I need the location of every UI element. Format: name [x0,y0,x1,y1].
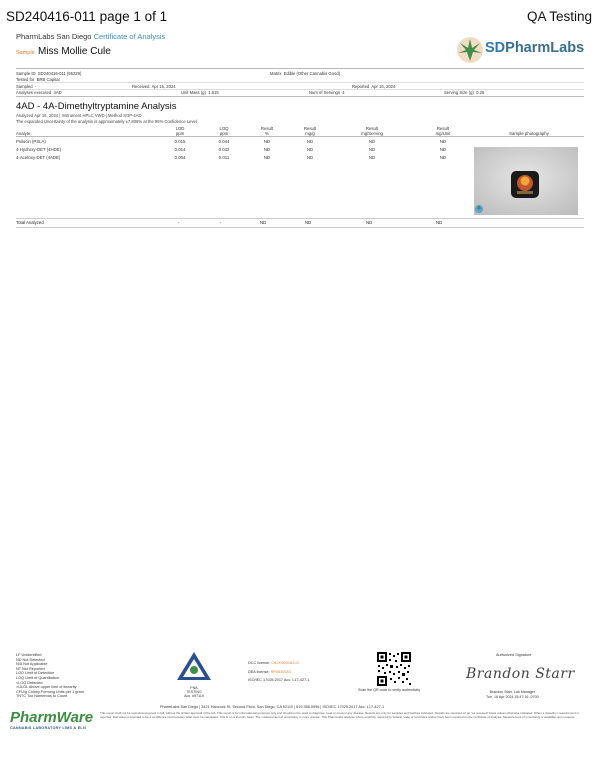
total-mgs: ND [366,220,373,225]
total-divider [16,218,584,219]
pharmware-logo: PharmWare CANNABIS LABORATORY LIMS & ELN [10,709,94,730]
qr-caption: Scan the QR code to verify authenticity [358,688,421,692]
license-info: DCC license: C8-0000016-LIC DEA license: RP0610243 ISO/IEC 17025:2017 Acc. L17-427-1 [248,661,310,682]
doc-type: Certificate of Analysis [93,32,166,41]
col-result-mgu: Result mg/Unit [412,126,474,137]
result-mgg: ND [306,146,314,152]
col-result-mgg: Result mg/g [288,126,332,137]
total-loq: - [220,220,222,225]
analyses-executed: Analyses executed 4AD [16,90,62,95]
col-result-mgs: Result mg/Serving [332,126,412,137]
analysis-info: Analyzed Apr 16, 2024 | Instrument HPLC VWD | Method SOP-4AD [16,113,142,118]
lab-line [16,32,165,41]
table-row [16,137,584,146]
lod-value: 0.014 [174,146,186,152]
pna-accreditation-logo [176,651,212,698]
analyte-name: Psilocin (PSLA) [16,138,46,144]
sampled: Sampled - [16,84,37,89]
result-mgu: ND [439,154,447,160]
pna-acc: Acc. #97119 [184,694,204,698]
handwritten-signature: Brandon Starr [466,666,575,682]
total-label: Total Analyzed [16,220,44,225]
sample-photograph [474,147,578,215]
total-bottom-divider [16,227,584,228]
pna-text: PNA [190,686,198,690]
total-lod: - [178,220,180,225]
cannabis-leaf-icon [455,35,485,65]
result-mgs: ND [368,138,376,144]
total-mgu: ND [436,220,443,225]
col-photo: Sample photography [474,126,584,137]
report-id: SD240416-011 page 1 of 1 [6,9,168,24]
uncertainty-note: The expanded Uncertainty of the analysis is approximately ±7.806% at the 95% Confidence Level [16,119,197,124]
reported: Reported Apr 16, 2024 [352,84,396,89]
analysis-title: 4AD - 4A-Dimethyltryptamine Analysis [16,101,177,112]
result-mgu: ND [439,138,447,144]
logo-text: SDPharmLabs [485,40,585,56]
unit-mass: Unit Mass (g) 1.615 [181,90,219,95]
analyte-name: 4-Acetoxy-DET (4ADE) [16,154,61,160]
num-servings: Num of Servings 4 [309,90,345,95]
analyte-name: 4-Hydroxy-DET (4HDE) [16,146,62,152]
pna-testing: TESTING [186,690,202,694]
tested-for: Tested for BRB Capital [16,77,60,82]
footer-disclaimer: This report shall not be reproduced except in full, without the written approval of the lab. This report is for informational purposes only and should not be used to diagnose, treat or prevent any disease. Results are only for samples and batches indicated. Results are reported on an "as received" basis unless otherwise indicated. When a dose/dry measurement is reported, that value is intended to be a confidence limit between what must be calculated. This is on a true/dry basis. The measurement of uncertainty is more precise. This PharmLabs analysis where explicitly required by federal, state or local laws and/or have been reported on the certificate of analysis. Measurement of uncertainty is available upon request. [100,711,579,719]
total-mgg: ND [305,220,312,225]
sample-id: Sample ID SD240416-011 (95229) [16,71,82,76]
matrix: Matrix Edible (Other Cannabis Good) [270,71,341,76]
result-mgu: ND [439,146,447,152]
col-result-pct: Result % [246,126,288,137]
total-pct: ND [260,220,267,225]
signature-label: Authorized Signature [496,653,532,657]
result-mgs: ND [368,154,376,160]
lod-value: 0.015 [174,138,186,144]
sdpharmlabs-logo [455,31,585,69]
result-mgs: ND [368,146,376,152]
abbreviation-legend: LF Unidentified ND Not Detected N/A Not Applicable NT Not Reported LOD Limit of Detection LOQ Limit of Quantitation <LOQ Detected >ULOL Above upper limit of linearity CFU/g Colony Forming Units per 1 gram TNTC Too Numerous to Count [16,653,84,699]
meta-divider-1 [16,82,584,83]
meta-divider-3 [16,96,584,97]
serving-size: Serving Size (g) 0.25 [444,90,485,95]
header-divider [16,68,584,69]
signer-info: Brandon Starr, Lab Manager Tue, 16 Apr 2024 15:47:16 -0700 [486,690,539,699]
table-header [16,126,584,137]
footer-address: PharmLabs San Diego | 3421 Hancock St, Second Floor, San Diego, CA 92110 | 619.356.0996 | ISO/IEC 17025:2017 Acc. L17-427-1 [160,705,385,709]
qr-code-icon [376,651,412,687]
verification-qr-code[interactable] [376,651,412,687]
sample-label: Sample [16,50,35,56]
sample-name: Miss Mollie Cule [38,46,111,57]
loq-value: 0.011 [218,154,230,160]
result-pct: ND [263,146,271,152]
result-pct: ND [263,154,271,160]
lab-name: PharmLabs San Diego [16,32,92,41]
pna-triangle-icon [176,651,212,681]
result-mgg: ND [306,138,314,144]
lod-value: 0.004 [174,154,186,160]
result-pct: ND [263,138,271,144]
col-lod: LOD ppm [158,126,202,137]
loq-value: 0.042 [218,146,230,152]
product-image [474,147,578,215]
result-mgg: ND [306,154,314,160]
qa-label: QA Testing [526,9,592,24]
col-analyte: Analyte [16,126,158,137]
loq-value: 0.044 [218,138,230,144]
meta-divider-2 [16,89,584,90]
received: Received Apr 15, 2024 [132,84,176,89]
col-loq: LOQ ppm [202,126,246,137]
